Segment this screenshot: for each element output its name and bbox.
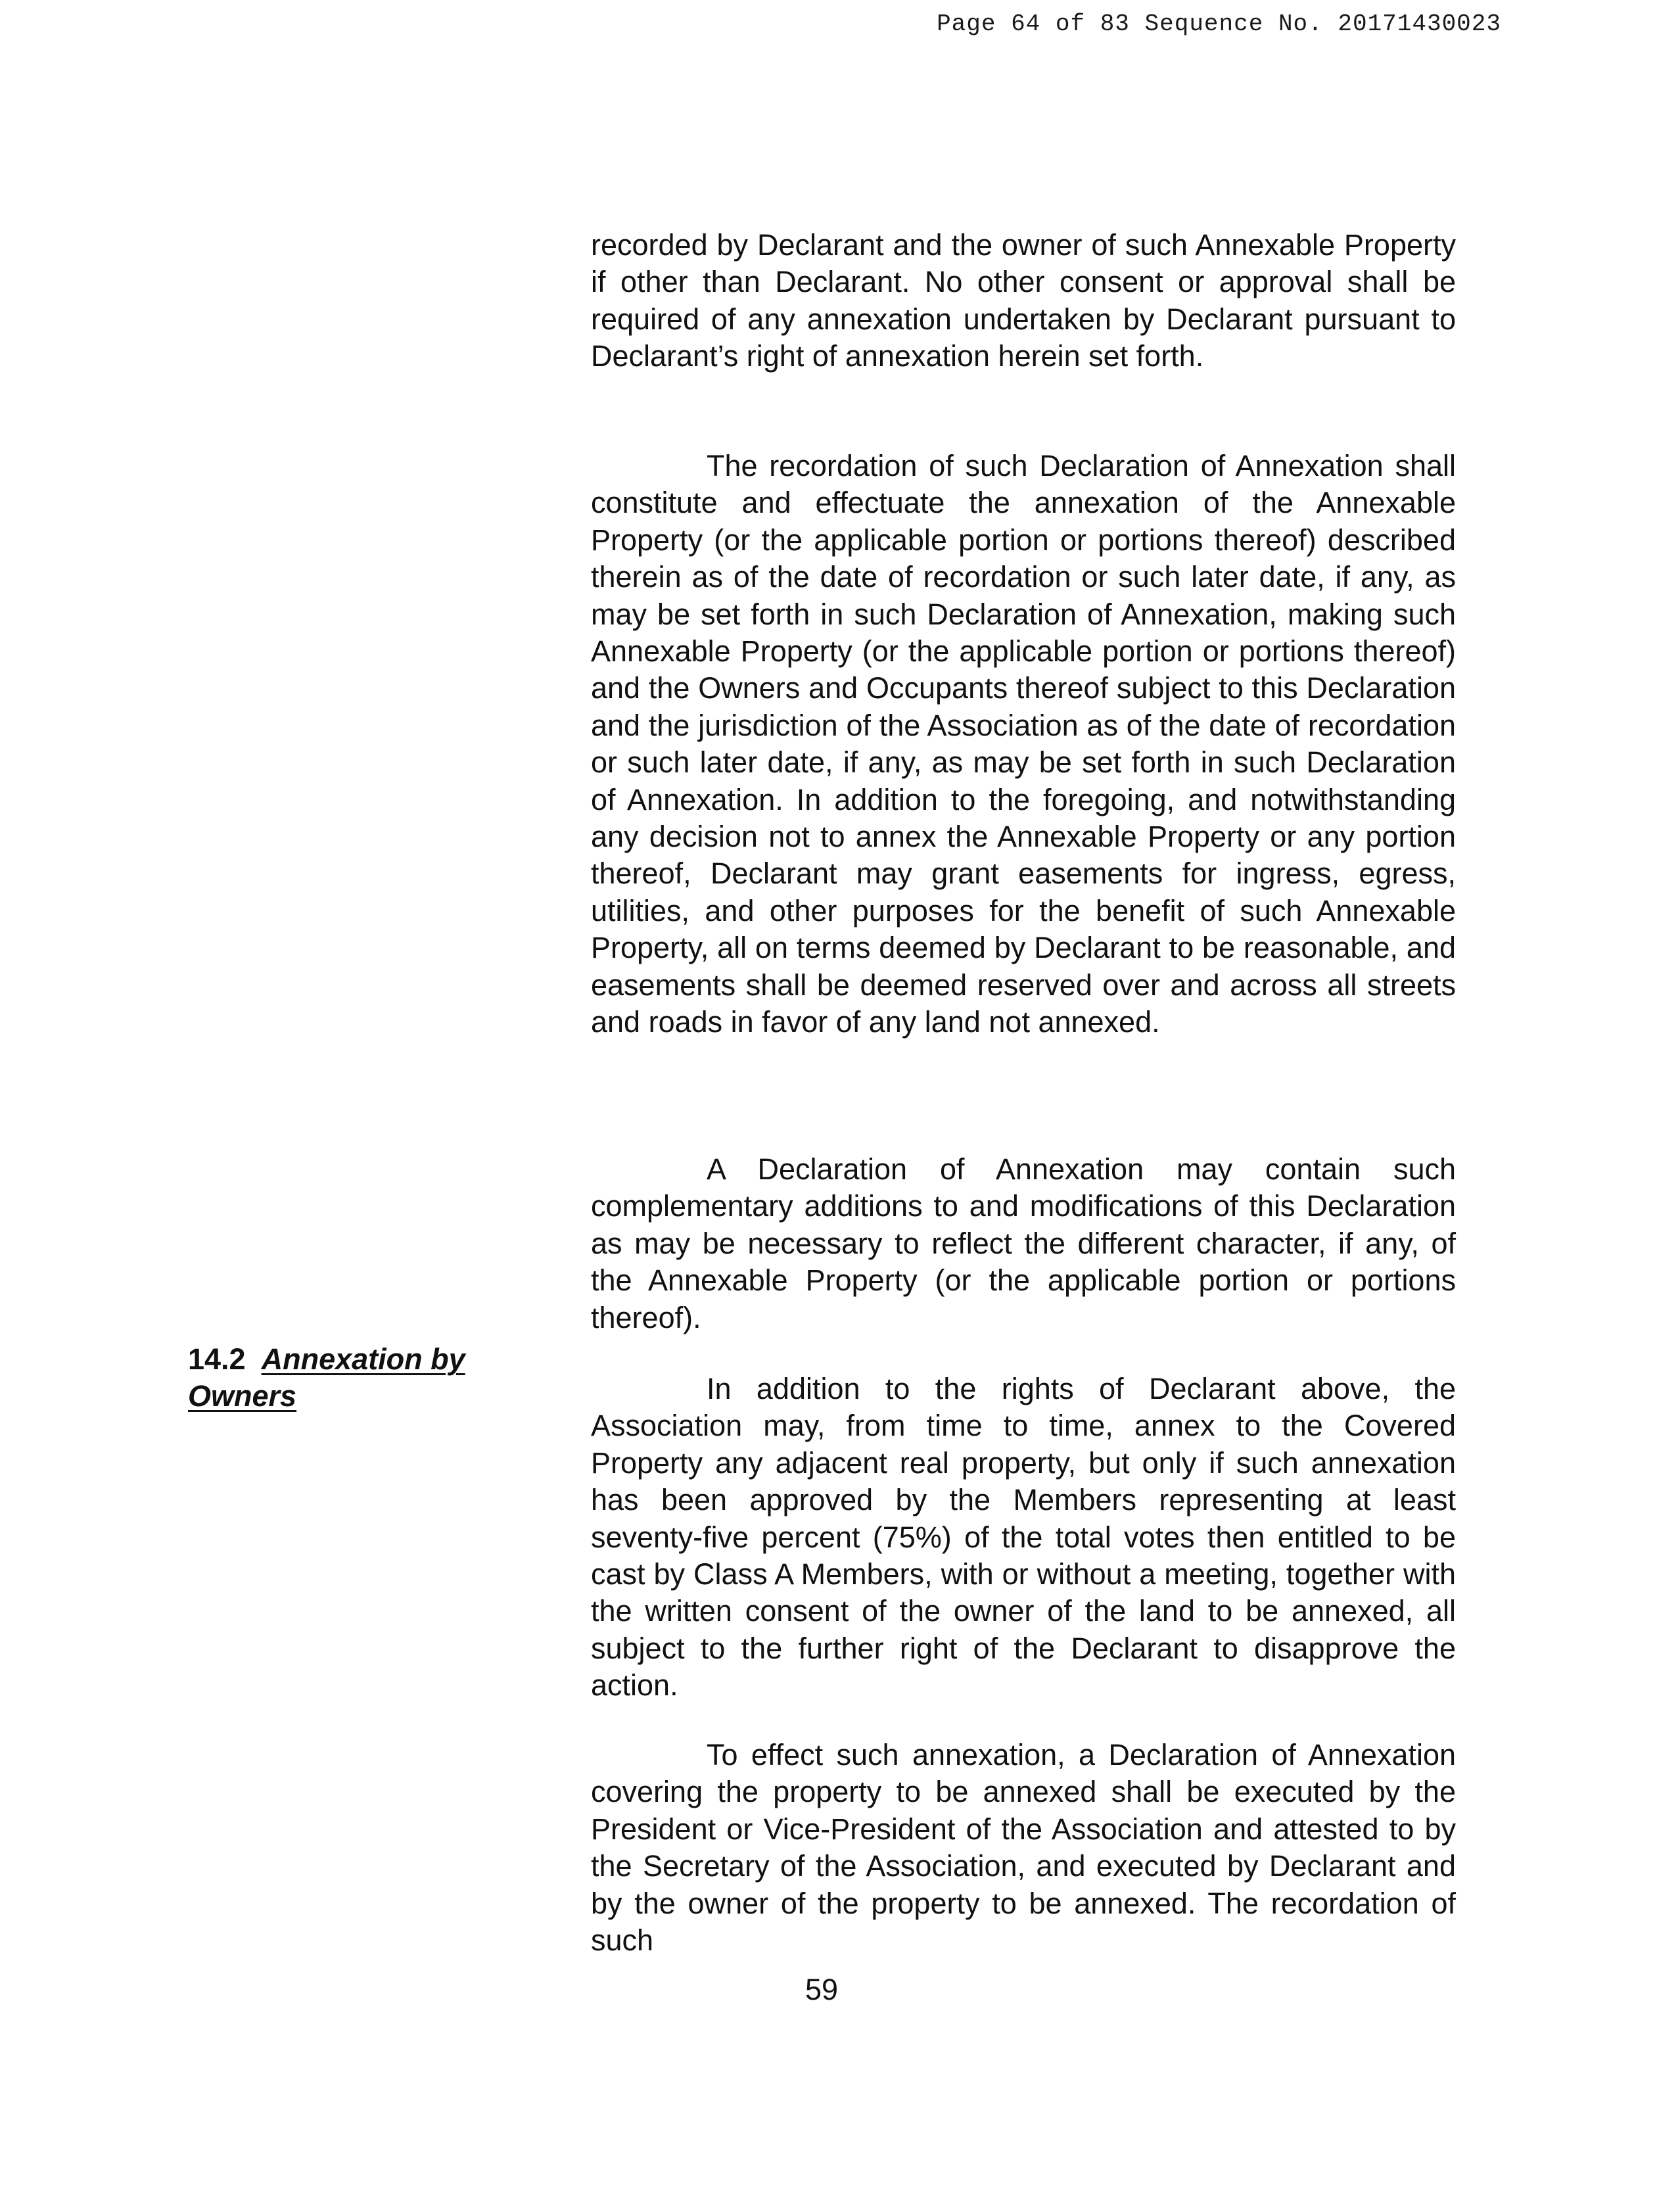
section-number: 14.2: [188, 1342, 246, 1376]
body-paragraph: In addition to the rights of Declarant above, the Association may, from time to time, annex to the Covered Property any adjacent real property, but only if such annexation has been approved by the Members representing at least seventy-five percent (75%) of the total votes then entitled to be cast by Class A Members, with or without a meeting, together with the written consent of the owner of the land to be annexed, all subject to the further right of the Declarant to disapprove the action.: [591, 1372, 1456, 1703]
body-paragraph: recorded by Declarant and the owner of such Annexable Property if other than Declarant. No other consent or approval shall be required of any annexation undertaken by Declarant pursuant to Declarant’s right of annexation herein set forth.: [591, 228, 1456, 373]
section-heading: [188, 1341, 543, 1415]
body-paragraph: A Declaration of Annexation may contain such complementary additions to and modifications of this Declaration as may be necessary to reflect the different character, if any, of the Annexable Property (or the applicable portion or portions thereof).: [591, 1152, 1456, 1334]
section-title: Annexation by Owners: [188, 1342, 465, 1413]
body-paragraph: To effect such annexation, a Declaration of Annexation covering the property to be annexed shall be executed by the President or Vice-President of the Association and attested to by the Secretary of the Association, and executed by Declarant and by the owner of the property to be annexed. The recordation of such: [591, 1738, 1456, 1958]
page-number: 59: [805, 1973, 839, 2006]
body-paragraph: The recordation of such Declaration of Annexation shall constitute and effectuate the annexation of the Annexable Property (or the applicable portion or portions thereof) described therein as of the date of recordation or such later date, if any, as may be set forth in such Declaration of Annexation, making such Annexable Property (or the applicable portion or portions thereof) and the Owners and Occupants thereof subject to this Declaration and the jurisdiction of the Association as of the date of recordation or such later date, if any, as may be set forth in such Declaration of Annexation. In addition to the foregoing, and notwithstanding any decision not to annex the Annexable Property or any portion thereof, Declarant may grant easements for ingress, egress, utilities, and other purposes for the benefit of such Annexable Property, all on terms deemed by Declarant to be reasonable, and easements shall be deemed reserved over and across all streets and roads in favor of any land not annexed.: [591, 449, 1456, 1039]
page-sequence-header: Page 64 of 83 Sequence No. 20171430023: [937, 11, 1501, 37]
